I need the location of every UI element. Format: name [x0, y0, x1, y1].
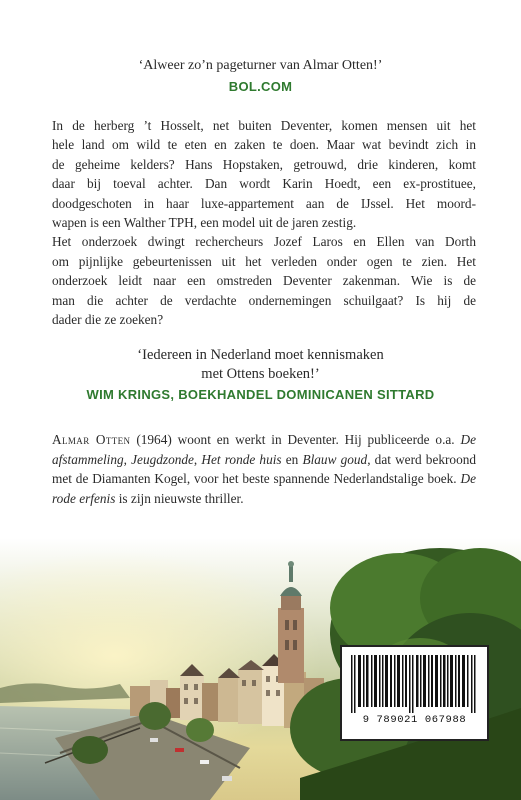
blurb-line: dader die ze zoeken? [52, 312, 164, 328]
top-quote-source: BOL.COM [228, 79, 293, 94]
author-name: Almar Otten [52, 432, 131, 447]
blurb-line: onderzoek leidt naar een omstreden Deventer zakenman. Wie is de [52, 273, 476, 289]
blurb-line: de geheime kelders? Hans Hopstaken, getrouwd, drie kinderen, komt [52, 156, 476, 172]
book-title: Jeugdzonde [131, 451, 194, 467]
middle-quote-line-2: met Ottens boeken!’ [201, 366, 320, 382]
bio-text: (1964) woont en werkt in Deventer. Hij publiceerde [130, 432, 430, 447]
blurb-line: hele land om wild te eten en zaken te doen. Maar wat bevindt zich in [52, 137, 476, 153]
blurb-line: Het onderzoek dwingt rechercheurs Jozef Laros en Ellen van Dorth [52, 234, 476, 250]
blurb [52, 116, 476, 329]
book-title: Blauw goud [302, 451, 368, 467]
bio-text: o.a. [435, 432, 461, 447]
blurb-line: wapen is een Walther TPH, een model uit de jaren zestig. [52, 215, 357, 231]
bio-text: , dat werd bekroond met de Diamanten Kogel, voor het beste spannende Nederlandstalige boek. [52, 451, 477, 487]
bio-text: , [193, 451, 202, 467]
middle-quote-line-1: ‘Iedereen in Nederland moet kennismaken [137, 347, 384, 363]
book-title: De afstammeling [52, 432, 476, 467]
bio-text: , [123, 451, 132, 467]
blurb-line: daar bij toeval achter. Dan wordt Karin Hoedt, een ex-prostituee, [52, 176, 476, 192]
top-quote: ‘Alweer zo’n pageturner van Almar Otten!’ [138, 58, 383, 73]
blurb-line: om pijnlijke gebeurtenissen uit het verleden onder ogen te zien. Het [52, 253, 476, 269]
barcode-icon [349, 655, 480, 713]
book-title: Het ronde huis [201, 451, 282, 467]
middle-quote-source: WIM KRINGS, BOEKHANDEL DOMINICANEN SITTARD [86, 387, 435, 402]
blurb-line: doodgeschoten in haar luxe-appartement aan de IJssel. Het moord- [52, 195, 476, 211]
bio-text: is zijn nieuwste thriller. [115, 490, 244, 506]
book-title: De rode erfenis [52, 471, 476, 506]
blurb-line: man die achter de verdachte ondernemingen schuilgaat? Is hij de [52, 292, 476, 308]
barcode-label [340, 645, 489, 741]
isbn-number: 9 789021 067988 [362, 714, 467, 726]
bio-text: en [281, 451, 303, 467]
blurb-line: In de herberg ’t Hosselt, net buiten Deventer, komen mensen uit het [52, 118, 476, 133]
author-bio [52, 430, 476, 508]
